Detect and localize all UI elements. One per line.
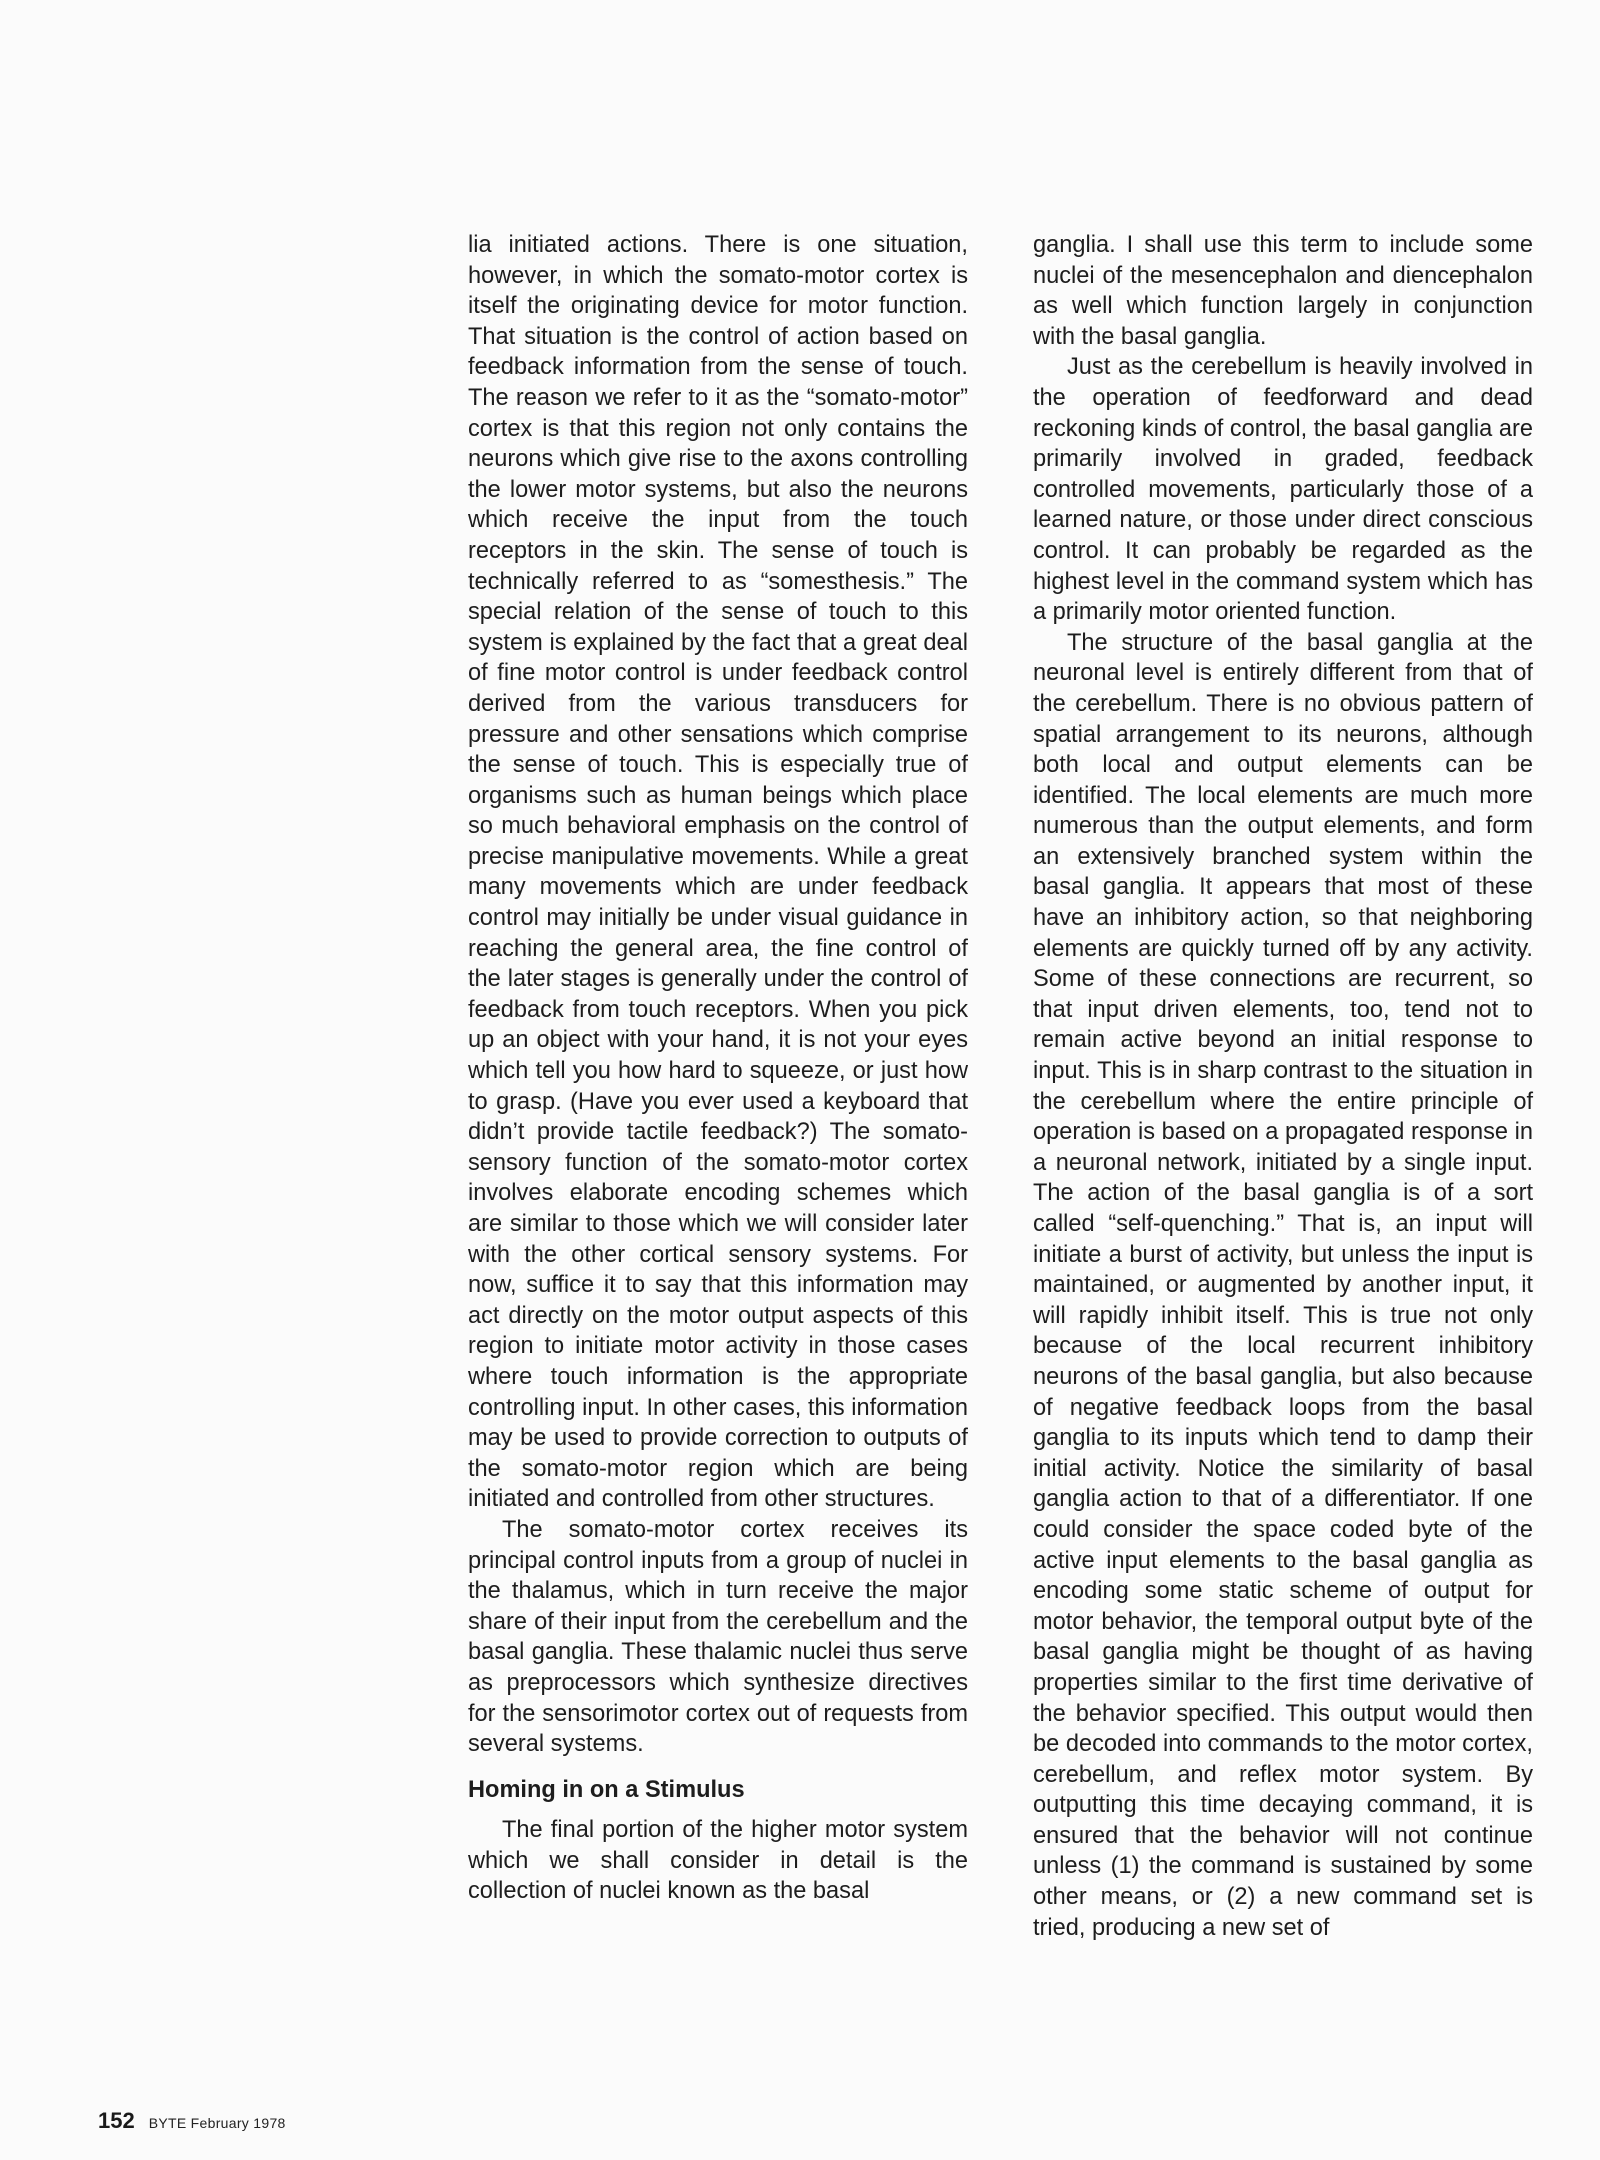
page-number: 152 bbox=[98, 2108, 135, 2133]
body-paragraph: The somato-motor cortex receives its principal control inputs from a group of nuclei in the thalamus, which in turn receive the major share of their input from the cerebellum and the basal ganglia. These thalamic nuclei thus serve as preprocessors which synthesize directives for the sensorimotor cortex out of requests from several systems. bbox=[468, 1516, 968, 1758]
body-paragraph: Just as the cerebellum is heavily involved in the operation of feedforward and dead reckoning kinds of control, the basal ganglia are primarily involved in graded, feedback controlled movements, particularly those of a learned nature, or those under direct conscious control. It can probably be regarded as the highest level in the command system which has a primarily motor oriented function. bbox=[1033, 354, 1533, 626]
section-heading: Homing in on a Stimulus bbox=[468, 1776, 745, 1803]
body-paragraph: lia initiated actions. There is one situation, however, in which the somato-motor cortex is itself the originating device for motor function. That situation is the control of action based on feedback information from the sense of touch. The reason we refer to it as the “somato-motor” cortex is that this region not only contains the neurons which give rise to the axons controlling the lower motor systems, but also the neurons which receive the input from the touch receptors in the skin. The sense of touch is technically referred to as “somesthesis.” The special relation of the sense of touch to this system is explained by the fact that a great deal of fine motor control is under feedback control derived from the various transducers for pressure and other sensations which comprise the sense of touch. This is especially true of organisms such as human beings which place so much behavioral emphasis on the control of precise manipulative movements. While a great many movements which are under feedback control may initially be under visual guidance in reaching the general area, the fine control of the later stages is generally under the control of feedback from touch receptors. When you pick up an object with your hand, it is not your eyes which tell you how hard to squeeze, or just how to grasp. (Have you ever used a keyboard that didn’t provide tactile feedback?) The somato-sensory function of the somato-motor cortex involves elaborate encoding schemes which are similar to those which we will consider later with the other cortical sensory systems. For now, suffice it to say that this information may act directly on the motor output aspects of this region to initiate motor activity in those cases where touch information is the appropriate controlling input. In other cases, this information may be used to provide correction to outputs of the somato-motor region which are being initiated and controlled from other structures. bbox=[468, 232, 968, 1513]
right-text-column bbox=[1033, 230, 1533, 1943]
page-footer bbox=[98, 2108, 286, 2138]
body-paragraph: The structure of the basal ganglia at the neuronal level is entirely different from that of the cerebellum. There is no obvious pattern of spatial arrangement to its neurons, although both local and output elements can be identified. The local elements are much more numerous than the output elements, and form an extensively branched system within the basal ganglia. It appears that most of these have an inhibitory action, so that neighboring elements are quickly turned off by any activity. Some of these connections are recurrent, so that input driven elements, too, tend not to remain active beyond an initial response to input. This is in sharp contrast to the situation in the cerebellum where the entire principle of operation is based on a propagated response in a neuronal network, initiated by a single input. The action of the basal ganglia is of a sort called “self-quenching.” That is, an input will initiate a burst of activity, but unless the input is maintained, or augmented by another input, it will rapidly inhibit itself. This is true not only because of the local recurrent inhibitory neurons of the basal ganglia, but also because of negative feedback loops from the basal ganglia to its inputs which tend to damp their initial activity. Notice the similarity of basal ganglia action to that of a differentiator. If one could consider the space coded byte of the active input elements to the basal ganglia as encoding some static scheme of output for motor behavior, the temporal output byte of the basal ganglia might be thought of as having properties similar to the first time derivative of the behavior specified. This output would then be decoded into commands to the motor cortex, cerebellum, and reflex motor system. By outputting this time decaying command, it is ensured that the behavior will not continue unless (1) the command is sustained by some other means, or (2) a new command set is tried, producing a new set of bbox=[1033, 629, 1533, 1941]
magazine-issue: BYTE February 1978 bbox=[148, 2115, 286, 2131]
body-paragraph: The final portion of the higher motor system which we shall consider in detail is the collection of nuclei known as the basal bbox=[468, 1817, 968, 1905]
left-text-column bbox=[468, 230, 968, 1907]
body-paragraph: ganglia. I shall use this term to include some nuclei of the mesencephalon and diencephalon as well which function largely in conjunction with the basal ganglia. bbox=[1033, 232, 1533, 350]
